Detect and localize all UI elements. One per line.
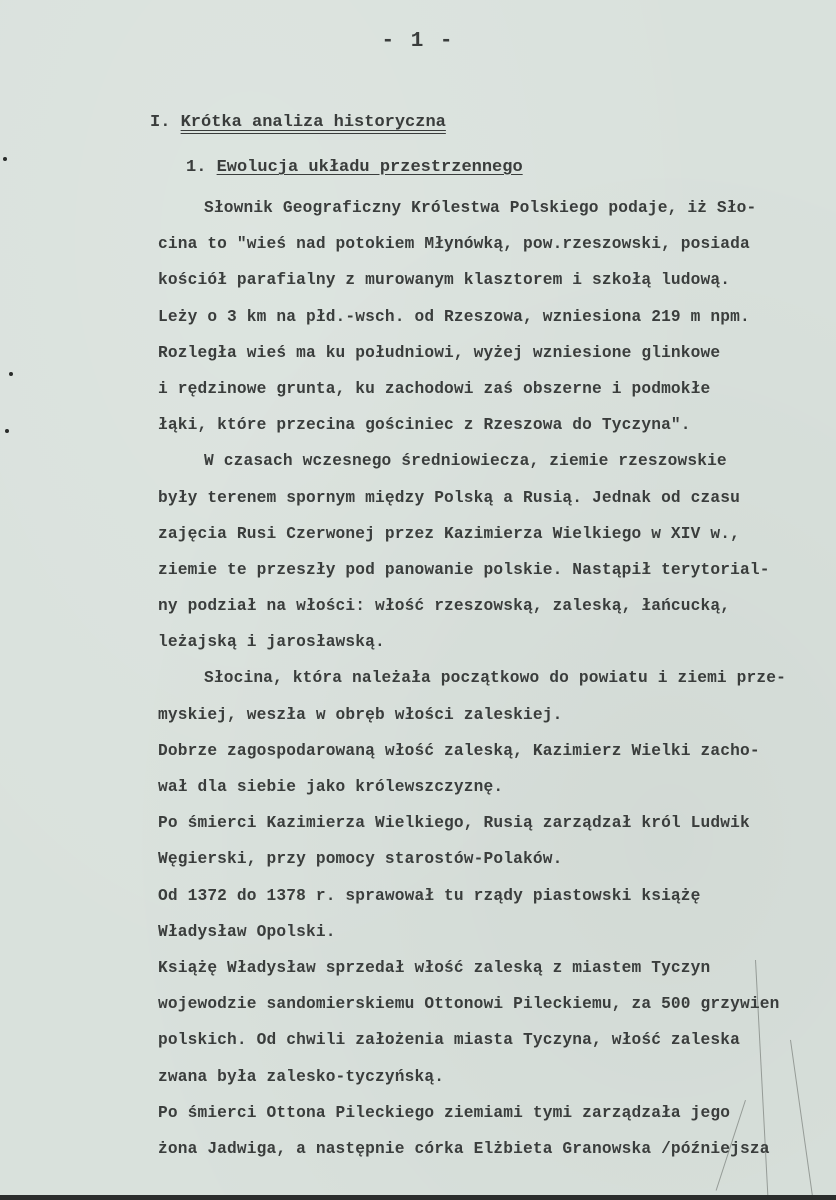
text-line: ziemie te przeszły pod panowanie polskie. Nastąpił terytorial- bbox=[158, 560, 770, 579]
section-title: Krótka analiza historyczna bbox=[180, 113, 446, 132]
text-line: zwana była zalesko-tyczyńską. bbox=[158, 1067, 445, 1086]
margin-mark bbox=[5, 429, 9, 433]
text-line: były terenem spornym między Polską a Rusią. Jednak od czasu bbox=[158, 488, 740, 507]
margin-mark bbox=[9, 372, 13, 376]
section-heading bbox=[150, 113, 446, 132]
text-line: Książę Władysław sprzedał włość zaleską z miastem Tyczyn bbox=[158, 958, 711, 977]
body-text bbox=[158, 190, 836, 1167]
text-line: ny podział na włości: włość rzeszowską, zaleską, łańcucką, bbox=[158, 597, 731, 616]
text-line: polskich. Od chwili założenia miasta Tyczyna, włość zaleska bbox=[158, 1031, 740, 1050]
text-line: Po śmierci Ottona Pileckiego ziemiami tymi zarządzała jego bbox=[158, 1103, 731, 1122]
text-line: cina to "wieś nad potokiem Młynówką, pow.rzeszowski, posiada bbox=[158, 235, 750, 254]
text-line: żona Jadwiga, a następnie córka Elżbieta Granowska /późniejsza bbox=[158, 1139, 770, 1158]
text-line: myskiej, weszła w obręb włości zaleskiej. bbox=[158, 705, 563, 724]
text-line: Dobrze zagospodarowaną włość zaleską, Kazimierz Wielki zacho- bbox=[158, 741, 760, 760]
text-line: Węgierski, przy pomocy starostów-Polaków. bbox=[158, 850, 563, 869]
scan-edge bbox=[0, 1195, 836, 1200]
text-line: łąki, które przecina gościniec z Rzeszowa do Tyczyna". bbox=[158, 416, 691, 435]
text-line: Słocina, która należała początkowo do powiatu i ziemi prze- bbox=[204, 669, 786, 688]
text-line: Słownik Geograficzny Królestwa Polskiego podaje, iż Sło- bbox=[204, 199, 757, 217]
text-line: i rędzinowe grunta, ku zachodowi zaś obszerne i podmokłe bbox=[158, 379, 711, 398]
margin-mark bbox=[3, 157, 7, 161]
subsection-title: Ewolucja układu przestrzennego bbox=[216, 158, 523, 177]
text-line: wał dla siebie jako królewszczyznę. bbox=[158, 778, 504, 796]
text-line: wojewodzie sandomierskiemu Ottonowi Pileckiemu, za 500 grzywien bbox=[158, 995, 780, 1014]
subsection-heading bbox=[186, 158, 523, 177]
text-line: kościół parafialny z murowanym klasztorem i szkołą ludową. bbox=[158, 271, 731, 290]
section-number: I. bbox=[150, 113, 171, 132]
page-number: - 1 - bbox=[381, 30, 455, 53]
text-line: zajęcia Rusi Czerwonej przez Kazimierza Wielkiego w XIV w., bbox=[158, 524, 740, 543]
text-line: W czasach wczesnego średniowiecza, ziemie rzeszowskie bbox=[204, 452, 727, 471]
text-line: Rozległa wieś ma ku południowi, wyżej wzniesione glinkowe bbox=[158, 343, 721, 362]
subsection-number: 1. bbox=[186, 158, 207, 177]
text-line: Władysław Opolski. bbox=[158, 922, 336, 941]
text-line: Od 1372 do 1378 r. sprawował tu rządy piastowski książę bbox=[158, 886, 701, 905]
text-line: leżajską i jarosławską. bbox=[158, 633, 385, 652]
text-line: Po śmierci Kazimierza Wielkiego, Rusią zarządzał król Ludwik bbox=[158, 814, 750, 833]
text-line: Leży o 3 km na płd.-wsch. od Rzeszowa, wzniesiona 219 m npm. bbox=[158, 307, 750, 326]
